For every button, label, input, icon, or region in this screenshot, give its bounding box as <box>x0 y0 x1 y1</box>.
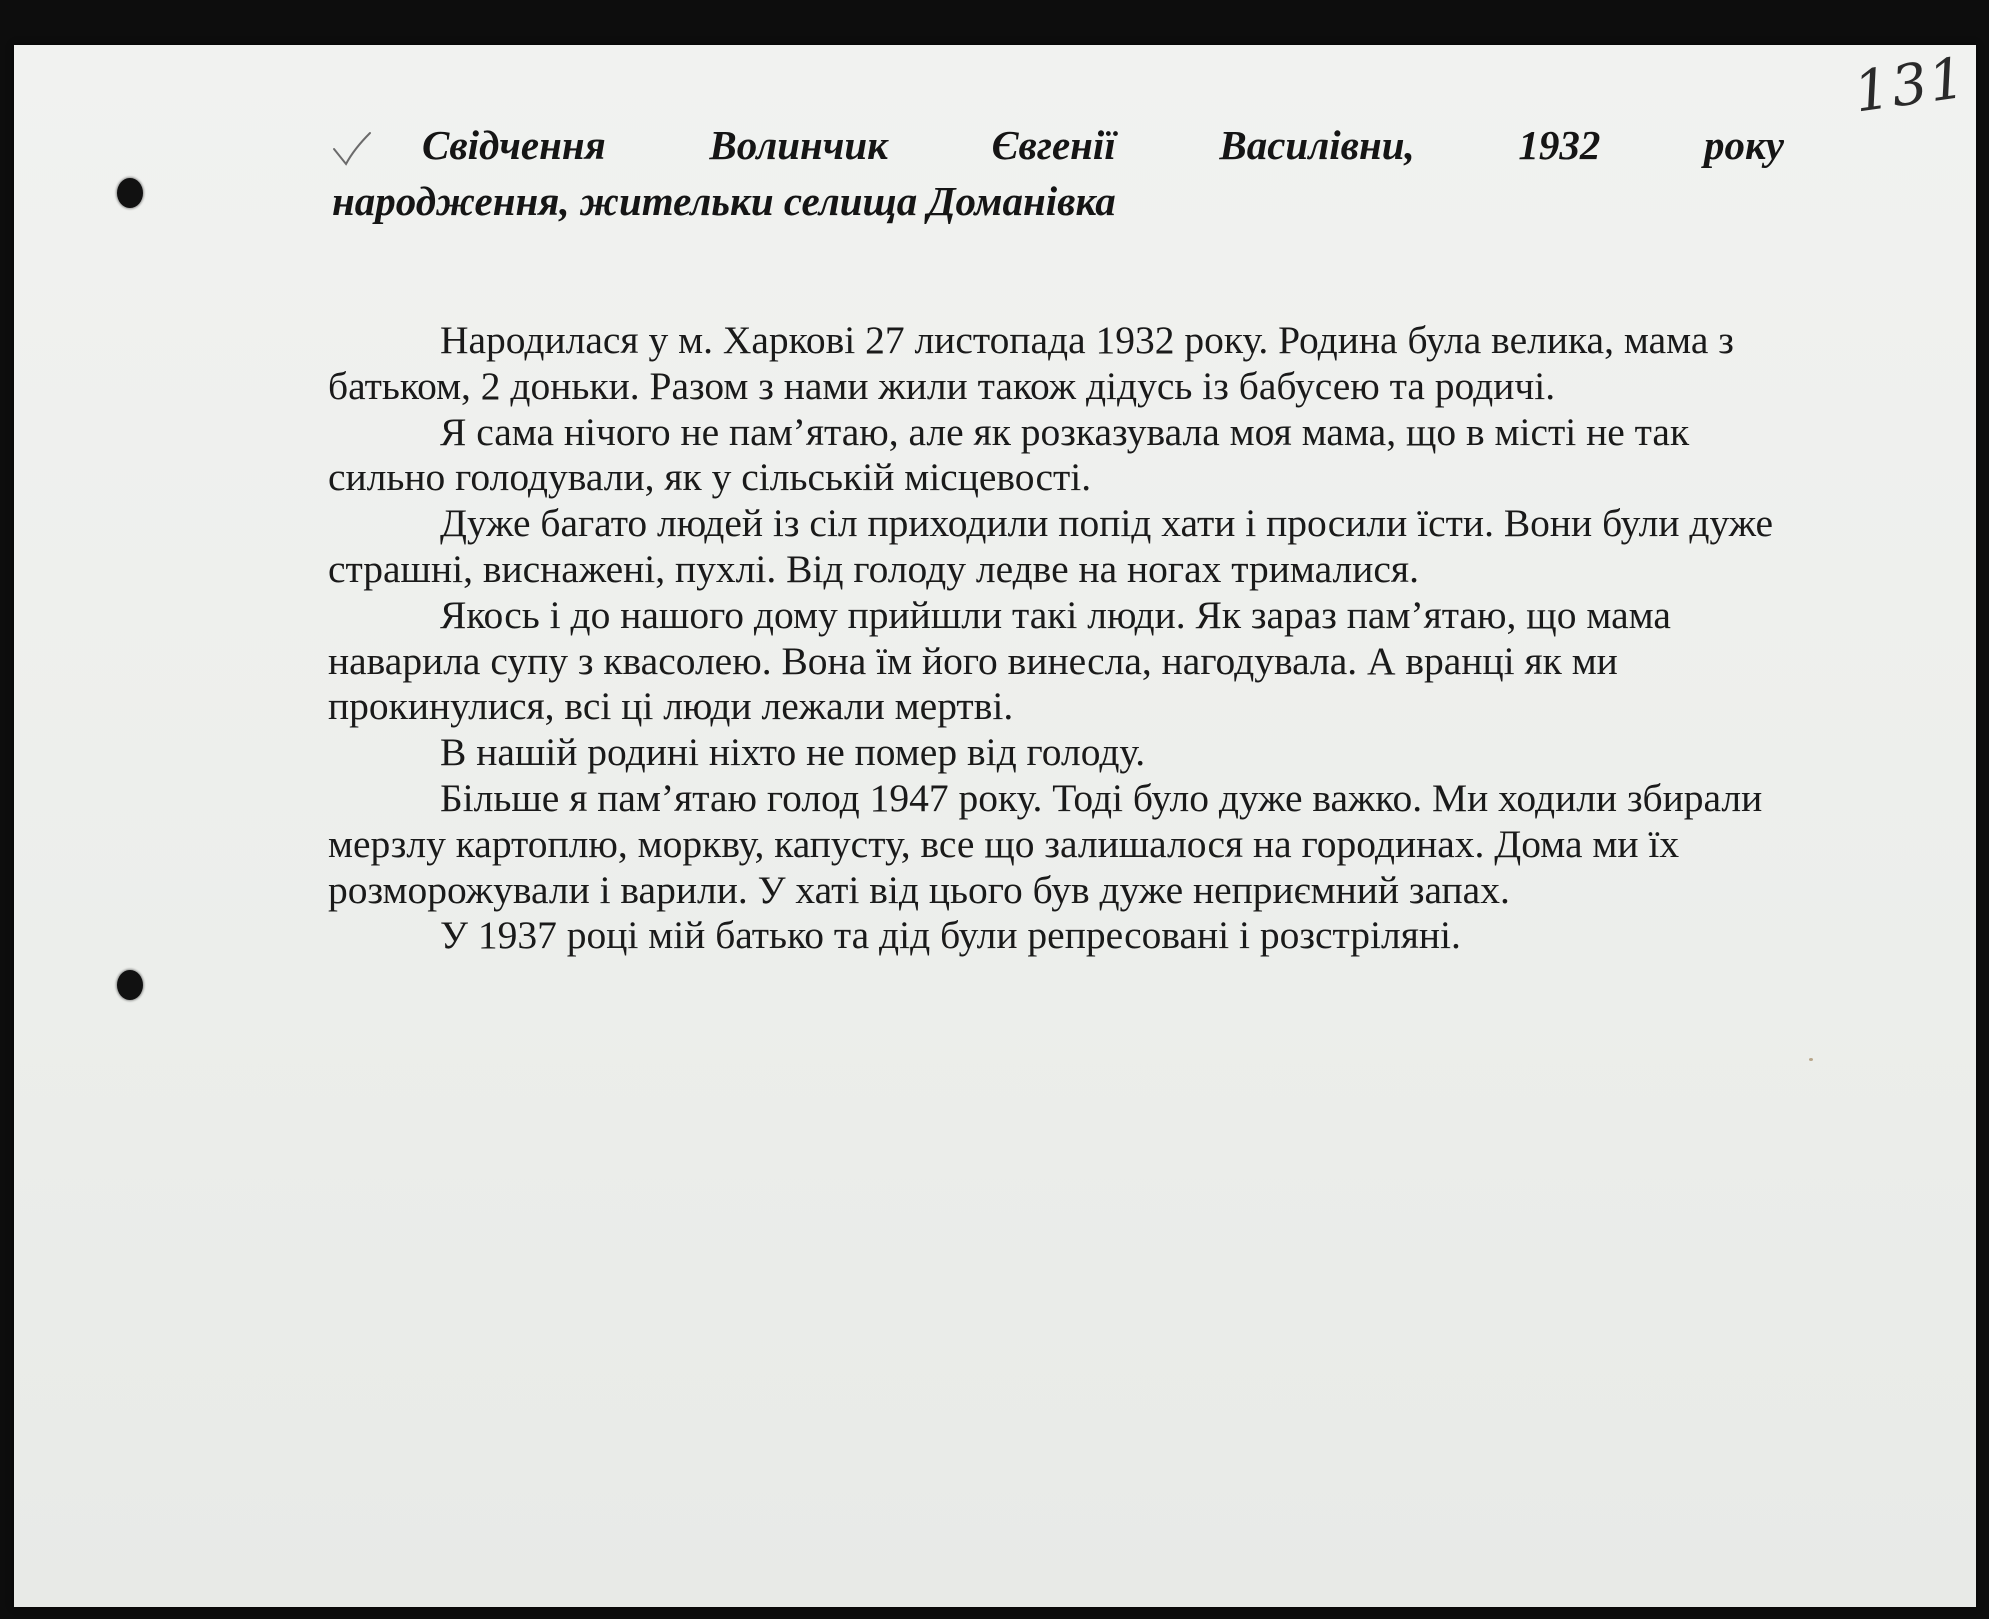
paragraph: Якось і до нашого дому прийшли такі люди. Як зараз пам’ятаю, що мама наварила супу з квасолею. Вона їм його винесла, нагодувала. А вранці як ми прокинулися, всі ці люди лежали мертві. <box>328 592 1671 729</box>
title-word: Євгенії <box>991 122 1116 168</box>
paragraph: Дуже багато людей із сіл приходили попід хати і просили їсти. Вони були дуже страшні, виснажені, пухлі. Від голоду ледве на ногах трималися. <box>328 501 1774 591</box>
title-word: Свідчення <box>422 122 606 168</box>
punch-hole <box>117 970 143 1000</box>
document-page <box>14 45 1976 1607</box>
document-title <box>332 117 1784 229</box>
paragraph: У 1937 році мій батько та дід були репресовані і розстріляні. <box>440 913 1461 958</box>
handwritten-page-number: 131 <box>1850 45 1971 126</box>
paragraph: Народилася у м. Харкові 27 листопада 1932 року. Родина була велика, мама з батьком, 2 доньки. Разом з нами жили також дідусь із бабусею та родичі. <box>328 318 1734 408</box>
paper-spot <box>1809 1058 1813 1061</box>
paragraph: В нашій родині ніхто не помер від голоду. <box>440 730 1146 775</box>
title-word: 1932 <box>1518 122 1601 168</box>
punch-hole <box>117 178 143 208</box>
paragraph: Більше я пам’ятаю голод 1947 року. Тоді було дуже важко. Ми ходили збирали мерзлу картоплю, моркву, капусту, все що залишалося на городинах. Дома ми їх розморожували і варили. У хаті від цього був дуже неприємний запах. <box>328 775 1763 912</box>
title-word: Василівни, <box>1219 122 1415 168</box>
title-word: року <box>1704 122 1784 168</box>
paragraph: Я сама нічого не пам’ятаю, але як розказувала моя мама, що в місті не так сильно голодували, як у сільській місцевості. <box>328 409 1690 500</box>
title-word: Волинчик <box>709 122 888 168</box>
testimony-body <box>328 318 1788 959</box>
title-line-1 <box>332 117 1784 173</box>
title-line-2: народження, жительки селища Доманівка <box>332 178 1116 224</box>
